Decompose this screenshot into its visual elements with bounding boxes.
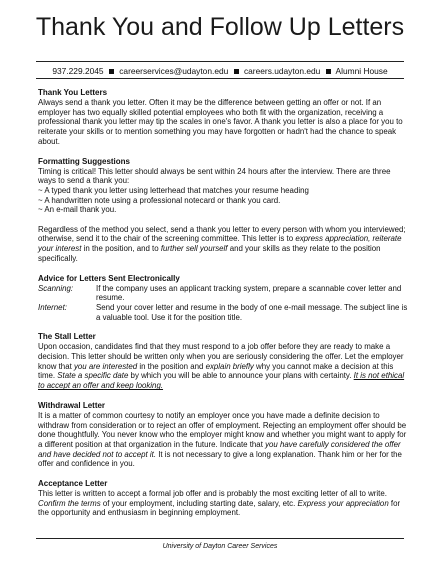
emphasis-text: you have carefully considered the offer and have decided not to accept it. xyxy=(38,439,401,459)
section-heading: Acceptance Letter xyxy=(38,479,108,489)
definition-desc: If the company uses an applicant tracking system, prepare a scannable cover letter and resume. xyxy=(96,283,402,303)
emphasis-text: further sell yourself xyxy=(160,244,228,254)
text-run: by which you will be able to announce your plans with certainty. xyxy=(128,371,354,381)
section-paragraph: Always send a thank you letter. Often it may be the difference between getting an offer or not. If an employer has two equally skilled potential employees who both fit with the organization, receiving a professional thank you letter may tip the scales in one's favor. A thank you letter is also a place for you to reiterate your skills or to mention something you may have forgotten or hadn't had the chance to speak about. xyxy=(38,98,403,146)
emphasis-text: you are interested xyxy=(73,361,138,371)
list-item: ~ A handwritten note using a professional notecard or thank you card. xyxy=(38,195,281,205)
contact-rule-top xyxy=(36,61,404,62)
section-heading: Withdrawal Letter xyxy=(38,400,106,410)
text-run: It is not necessary to give a long explanation. Thank him or her for the offer and confidence in you. xyxy=(38,449,402,469)
document-body xyxy=(38,88,410,528)
emphasis-text: express appreciation, reiterate your interest xyxy=(38,234,402,254)
definition-list xyxy=(38,284,410,323)
text-run: Regardless of the method you select, send a thank you letter to every person with whom you interviewed; otherwise, send it to the chair of the screening committee. This letter is to xyxy=(38,224,406,244)
list-item: ~ A typed thank you letter using letterhead that matches your resume heading xyxy=(38,185,309,195)
emphasis-text: Confirm the terms xyxy=(38,498,101,508)
page-title: Thank You and Follow Up Letters xyxy=(35,13,405,41)
text-run: This letter is written to accept a formal job offer and is probably the most exciting letter of all to write. xyxy=(38,489,387,499)
text-run: in the position and xyxy=(137,361,206,371)
section-heading: Formatting Suggestions xyxy=(38,156,130,166)
section-formatting xyxy=(38,157,410,264)
underlined-emphasis-text: It is not ethical to accept an offer and keep looking. xyxy=(38,371,405,391)
text-run: in the position, and to xyxy=(81,244,161,254)
section-thank-you xyxy=(38,88,410,147)
emphasis-text: Express your appreciation xyxy=(297,498,389,508)
bullet-square-icon xyxy=(326,69,331,74)
text-run: It is a matter of common courtesy to notify an employer once you have made a definite decision to withdraw from consideration or to reject an offer of employment. Rejecting an employment offer should be done thoughtfully. You never know who the employer might know and whether you might want to apply for a different position at that organization in the future. Indicate that xyxy=(38,410,407,449)
emphasis-text: explain briefly xyxy=(205,361,254,371)
definition-desc: Send your cover letter and resume in the body of one e-mail message. The subject line is a valuable tool. Use it for the position title. xyxy=(96,302,408,322)
bullet-square-icon xyxy=(109,69,114,74)
section-withdrawal xyxy=(38,401,410,469)
section-paragraph xyxy=(38,411,410,469)
section-heading: Thank You Letters xyxy=(38,88,108,97)
text-run: Upon occasion, candidates find that they must respond to a job offer before they are ready to make a decision. This letter should be written only when you are seriously considering the offer. Let the employer know that xyxy=(38,342,404,371)
contact-line xyxy=(36,66,404,76)
contact-rule-bottom xyxy=(36,78,404,79)
definition-term: Scanning: xyxy=(38,283,74,293)
footer-rule xyxy=(36,538,404,539)
contact-website[interactable]: careers.udayton.edu xyxy=(243,66,321,76)
text-run: why you cannot make a decision at this time. xyxy=(38,361,394,381)
emphasis-text: State a specific date xyxy=(57,371,129,381)
section-heading: The Stall Letter xyxy=(38,332,96,342)
page-footer: University of Dayton Career Services xyxy=(162,543,278,550)
section-acceptance xyxy=(38,479,410,518)
section-electronic xyxy=(38,274,410,323)
contact-email[interactable]: careerservices@udayton.edu xyxy=(119,66,229,76)
contact-location: Alumni House xyxy=(335,66,388,76)
section-stall xyxy=(38,332,410,391)
contact-phone: 937.229.2045 xyxy=(52,66,104,76)
section-paragraph xyxy=(38,489,410,518)
section-paragraph xyxy=(38,342,410,391)
section-heading: Advice for Letters Sent Electronically xyxy=(38,273,180,283)
definition-term: Internet: xyxy=(38,302,67,312)
list-item: ~ An e-mail thank you. xyxy=(38,205,117,215)
bullet-square-icon xyxy=(234,69,239,74)
text-run: and your skills as they relate to the position specifically. xyxy=(38,244,381,263)
section-paragraph xyxy=(38,225,410,264)
text-run: of your employment, including starting date, salary, etc. xyxy=(100,498,298,508)
section-paragraph: Timing is critical! This letter should always be sent within 24 hours after the interview. There are three ways to send a thank you: xyxy=(38,166,391,186)
text-run: for the opportunity and enthusiasm in beginning employment. xyxy=(38,498,401,518)
